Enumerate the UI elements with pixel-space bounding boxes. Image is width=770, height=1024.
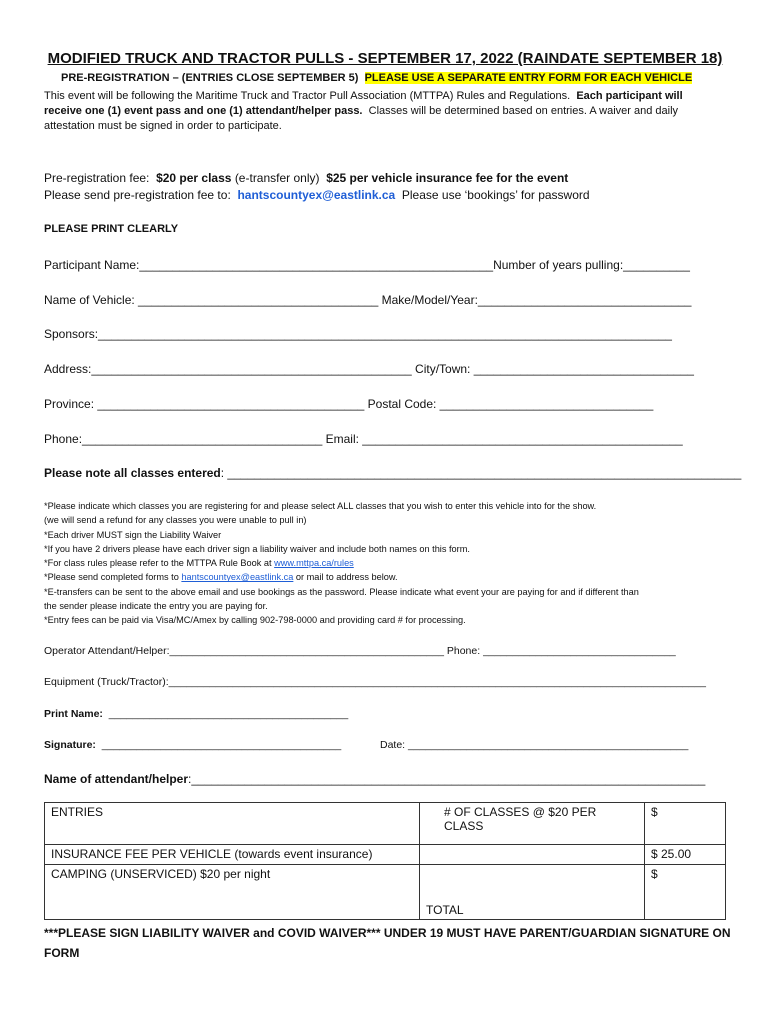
- attendant-name-field[interactable]: [44, 772, 705, 786]
- waiver-footer: ***PLEASE SIGN LIABILITY WAIVER and COVID WAIVER*** UNDER 19 MUST HAVE PARENT/GUARDIAN SIGNATURE ON FORM: [44, 926, 731, 960]
- classes-entered-label: Please note all classes entered: [44, 466, 221, 480]
- note-2: (we will send a refund for any classes you were unable to pull in): [44, 515, 307, 526]
- print-name-label: Print Name:: [44, 708, 103, 720]
- participant-name-field[interactable]: Participant Name:_____________________________________________________Number of years pulling:__________: [44, 258, 690, 272]
- insurance-amount-cell: $ 25.00: [645, 845, 726, 865]
- print-clearly-heading: PLEASE PRINT CLEARLY: [44, 223, 179, 235]
- email-link[interactable]: hantscountyex@eastlink.ca: [181, 572, 294, 583]
- fee-line: [44, 171, 568, 185]
- attendant-name-line[interactable]: :_____________________________________________________________________________: [188, 772, 706, 786]
- operator-attendant-field[interactable]: Operator Attendant/Helper:_______________________________________________ Phone: _________________________________: [44, 645, 676, 657]
- note-7: *E-transfers can be sent to the above email and use bookings as the password. Please indicate what event your are paying for and if different than: [44, 586, 639, 597]
- intro-line1: This event will be following the Maritime Truck and Tractor Pull Association (MTTPA) Rules and Regulations.: [44, 90, 571, 102]
- table-row: [45, 865, 726, 920]
- notes-block: [44, 499, 639, 628]
- fee-label: Pre-registration fee:: [44, 171, 150, 185]
- fee-email-link[interactable]: hantscountyex@eastlink.ca: [237, 188, 396, 202]
- note-8: the sender please indicate the entry you are paying for.: [44, 601, 268, 612]
- intro-line1-bold: Each participant will: [576, 90, 683, 102]
- entries-close-text: PRE-REGISTRATION – (ENTRIES CLOSE SEPTEMBER 5): [61, 72, 359, 84]
- attendant-name-label: Name of attendant/helper: [44, 772, 189, 786]
- total-label-cell: TOTAL: [420, 865, 645, 920]
- note-9: *Entry fees can be paid via Visa/MC/Amex by calling 902-798-0000 and providing card # for processing.: [44, 615, 466, 626]
- intro-line2: Classes will be determined based on entries. A waiver and daily: [368, 105, 679, 117]
- classes-entered-line[interactable]: : _____________________________________________________________________________: [220, 466, 742, 480]
- note-3: *Each driver MUST sign the Liability Waiver: [44, 529, 222, 540]
- signature-field[interactable]: [44, 739, 341, 751]
- table-row: [45, 845, 726, 865]
- equipment-field[interactable]: Equipment (Truck/Tractor):____________________________________________________________________________________________: [44, 676, 706, 688]
- province-field[interactable]: Province: ________________________________________ Postal Code: ________________________________: [44, 397, 654, 411]
- intro-line2-bold: receive one (1) event pass and one (1) attendant/helper pass.: [44, 105, 363, 117]
- classes-header-cell: # OF CLASSES @ $20 PER CLASS: [420, 803, 645, 845]
- total-amount-cell[interactable]: $: [645, 865, 726, 920]
- fee-etransfer: (e-transfer only): [234, 171, 320, 185]
- intro-paragraph: [44, 89, 683, 134]
- insurance-cell: INSURANCE FEE PER VEHICLE (towards event insurance): [45, 845, 420, 865]
- note-5: *For class rules please refer to the MTTPA Rule Book at www.mttpa.ca/rules: [44, 558, 354, 569]
- mttpa-rules-link[interactable]: www.mttpa.ca/rules: [274, 558, 354, 569]
- camping-cell: CAMPING (UNSERVICED) $20 per night: [45, 865, 420, 920]
- vehicle-name-field[interactable]: Name of Vehicle: ____________________________________ Make/Model/Year:________________________________: [44, 293, 692, 307]
- phone-email-field[interactable]: Phone:____________________________________ Email: ________________________________________________: [44, 432, 683, 446]
- table-row: [45, 803, 726, 845]
- date-field[interactable]: Date: ________________________________________________: [380, 739, 689, 751]
- fee-insurance: $25 per vehicle insurance fee for the event: [326, 171, 569, 185]
- signature-line[interactable]: _________________________________________: [101, 739, 342, 751]
- separate-form-highlight: PLEASE USE A SEPARATE ENTRY FORM FOR EACH VEHICLE: [364, 72, 693, 84]
- entries-cell: ENTRIES: [45, 803, 420, 845]
- fee-per-class: $20 per class: [156, 171, 232, 185]
- note-6: *Please send completed forms to hantscountyex@eastlink.ca or mail to address below.: [44, 572, 398, 583]
- password-note: Please use ‘bookings’ for password: [401, 188, 590, 202]
- print-name-line[interactable]: _________________________________________: [108, 708, 349, 720]
- pre-registration-subtitle: [61, 72, 692, 84]
- insurance-empty-cell: [420, 845, 645, 865]
- print-name-field[interactable]: [44, 708, 348, 720]
- address-field[interactable]: Address:________________________________________________ City/Town: _________________________________: [44, 362, 694, 376]
- signature-label: Signature:: [44, 739, 96, 751]
- note-1: *Please indicate which classes you are registering for and please select ALL classes that you wish to enter this vehicle into for the show.: [44, 501, 597, 511]
- intro-line3: attestation must be signed in order to participate.: [44, 120, 282, 132]
- entries-table: [44, 802, 726, 920]
- form-title: MODIFIED TRUCK AND TRACTOR PULLS - SEPTEMBER 17, 2022 (RAINDATE SEPTEMBER 18): [47, 50, 723, 67]
- sponsors-field[interactable]: Sponsors:______________________________________________________________________________________: [44, 327, 672, 341]
- send-fee-line: [44, 188, 590, 202]
- send-fee-label: Please send pre-registration fee to:: [44, 188, 231, 202]
- classes-entered-field[interactable]: [44, 466, 741, 480]
- classes-amount-cell[interactable]: $: [645, 803, 726, 845]
- note-4: *If you have 2 drivers please have each driver sign a liability waiver and include both names on this form.: [44, 543, 470, 554]
